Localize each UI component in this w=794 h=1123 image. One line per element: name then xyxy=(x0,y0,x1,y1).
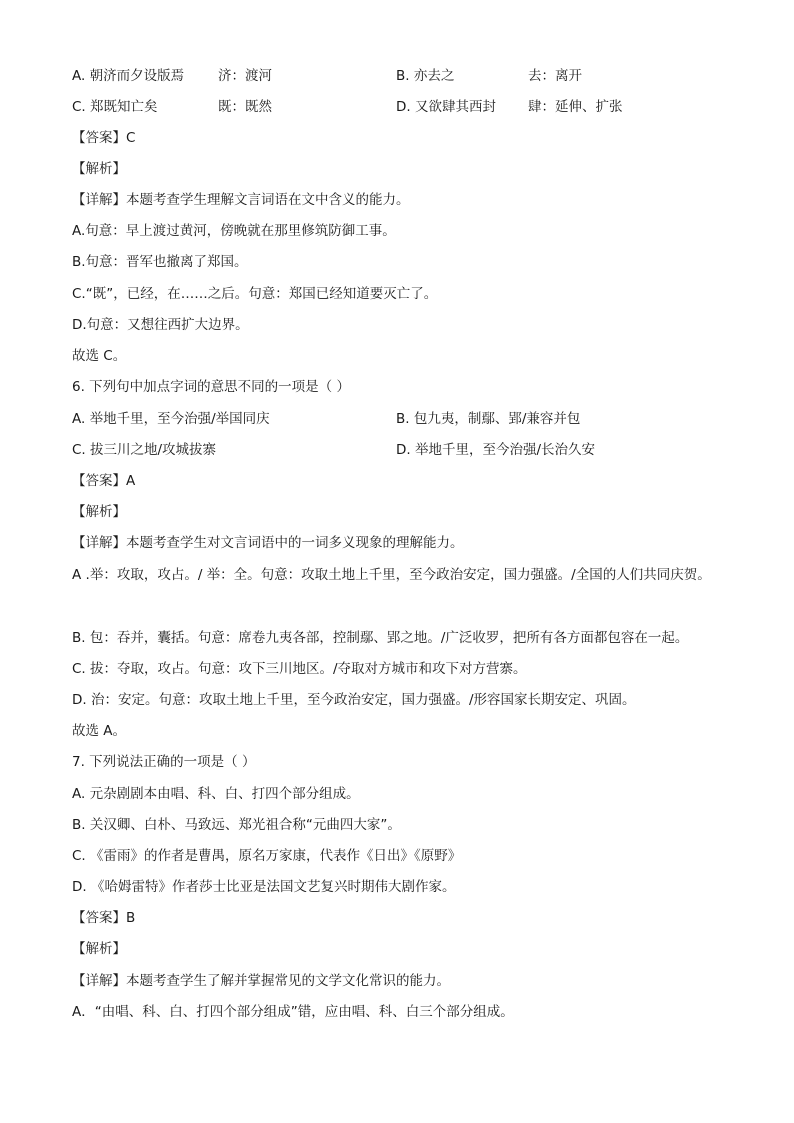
q5-option-c-gloss: 既：既然 xyxy=(218,99,272,115)
q7-option-a: A. 元杂剧剧本由唱、科、白、打四个部分组成。 xyxy=(72,786,360,802)
q7-option-d: D. 《哈姆雷特》作者莎士比亚是法国文艺复兴时期伟大剧作家。 xyxy=(72,879,456,895)
q5-explain-c: C.“既”，已经，在……之后。句意：郑国已经知道要灭亡了。 xyxy=(72,286,438,302)
q5-option-b: B. 亦去之 xyxy=(396,68,455,84)
q5-option-b-gloss: 去：离开 xyxy=(528,68,582,84)
q6-analysis-heading: 【解析】 xyxy=(72,504,126,520)
q6-option-d: D. 举地千里，至今治强/长治久安 xyxy=(396,442,596,458)
q6-explain-a: A .举：攻取，攻占。/ 举：全。句意：攻取土地上千里，至今政治安定，国力强盛。/全国的人们共同庆贺。 xyxy=(72,567,711,583)
q5-analysis-heading: 【解析】 xyxy=(72,161,126,177)
q5-option-d-gloss: 肆：延伸、扩张 xyxy=(528,99,623,115)
q5-explain-d: D.句意：又想往西扩大边界。 xyxy=(72,317,249,333)
q7-question: 7. 下列说法正确的一项是（ ） xyxy=(72,754,256,770)
q7-option-b: B. 关汉卿、白朴、马致远、郑光祖合称“元曲四大家”。 xyxy=(72,817,401,833)
q6-answer: 【答案】A xyxy=(72,473,136,489)
q6-option-c: C. 拔三川之地/攻城拔寨 xyxy=(72,442,217,458)
q6-option-a: A. 举地千里，至今治强/举国同庆 xyxy=(72,411,270,427)
q5-conclusion: 故选 C。 xyxy=(72,348,127,364)
q6-explain-c: C. 拔：夺取，攻占。句意：攻下三川地区。/夺取对方城市和攻下对方营寨。 xyxy=(72,661,527,677)
q5-detail: 【详解】本题考查学生理解文言词语在文中含义的能力。 xyxy=(72,192,410,208)
q5-option-a: A. 朝济而夕设版焉 xyxy=(72,68,185,84)
q7-analysis-heading: 【解析】 xyxy=(72,941,126,957)
q7-explain-a: A．“由唱、科、白、打四个部分组成”错，应由唱、科、白三个部分组成。 xyxy=(72,1004,514,1020)
q5-explain-b: B.句意：晋军也撤离了郑国。 xyxy=(72,254,248,270)
q5-explain-a: A.句意：早上渡过黄河，傍晚就在那里修筑防御工事。 xyxy=(72,223,396,239)
q6-option-b: B. 包九夷，制鄢、郢/兼容并包 xyxy=(396,411,581,427)
q6-question: 6. 下列句中加点字词的意思不同的一项是（ ） xyxy=(72,379,350,395)
q5-answer: 【答案】C xyxy=(72,130,136,146)
q6-conclusion: 故选 A。 xyxy=(72,723,127,739)
q7-option-c: C. 《雷雨》的作者是曹禺，原名万家康，代表作《日出》《原野》 xyxy=(72,848,462,864)
q7-answer: 【答案】B xyxy=(72,910,136,926)
q6-explain-b: B. 包：吞并，囊括。句意：席卷九夷各部，控制鄢、郢之地。/广泛收罗，把所有各方面都包容在一起。 xyxy=(72,630,689,646)
q7-detail: 【详解】本题考查学生了解并掌握常见的文学文化常识的能力。 xyxy=(72,973,450,989)
q6-explain-d: D. 治：安定。句意：攻取土地上千里，至今政治安定，国力强盛。/形容国家长期安定、巩固。 xyxy=(72,692,636,708)
q5-option-c: C. 郑既知亡矣 xyxy=(72,99,158,115)
q6-detail: 【详解】本题考查学生对文言词语中的一词多义现象的理解能力。 xyxy=(72,535,464,551)
q5-option-a-gloss: 济：渡河 xyxy=(218,68,272,84)
q5-option-d: D. 又欲肆其西封 xyxy=(396,99,496,115)
